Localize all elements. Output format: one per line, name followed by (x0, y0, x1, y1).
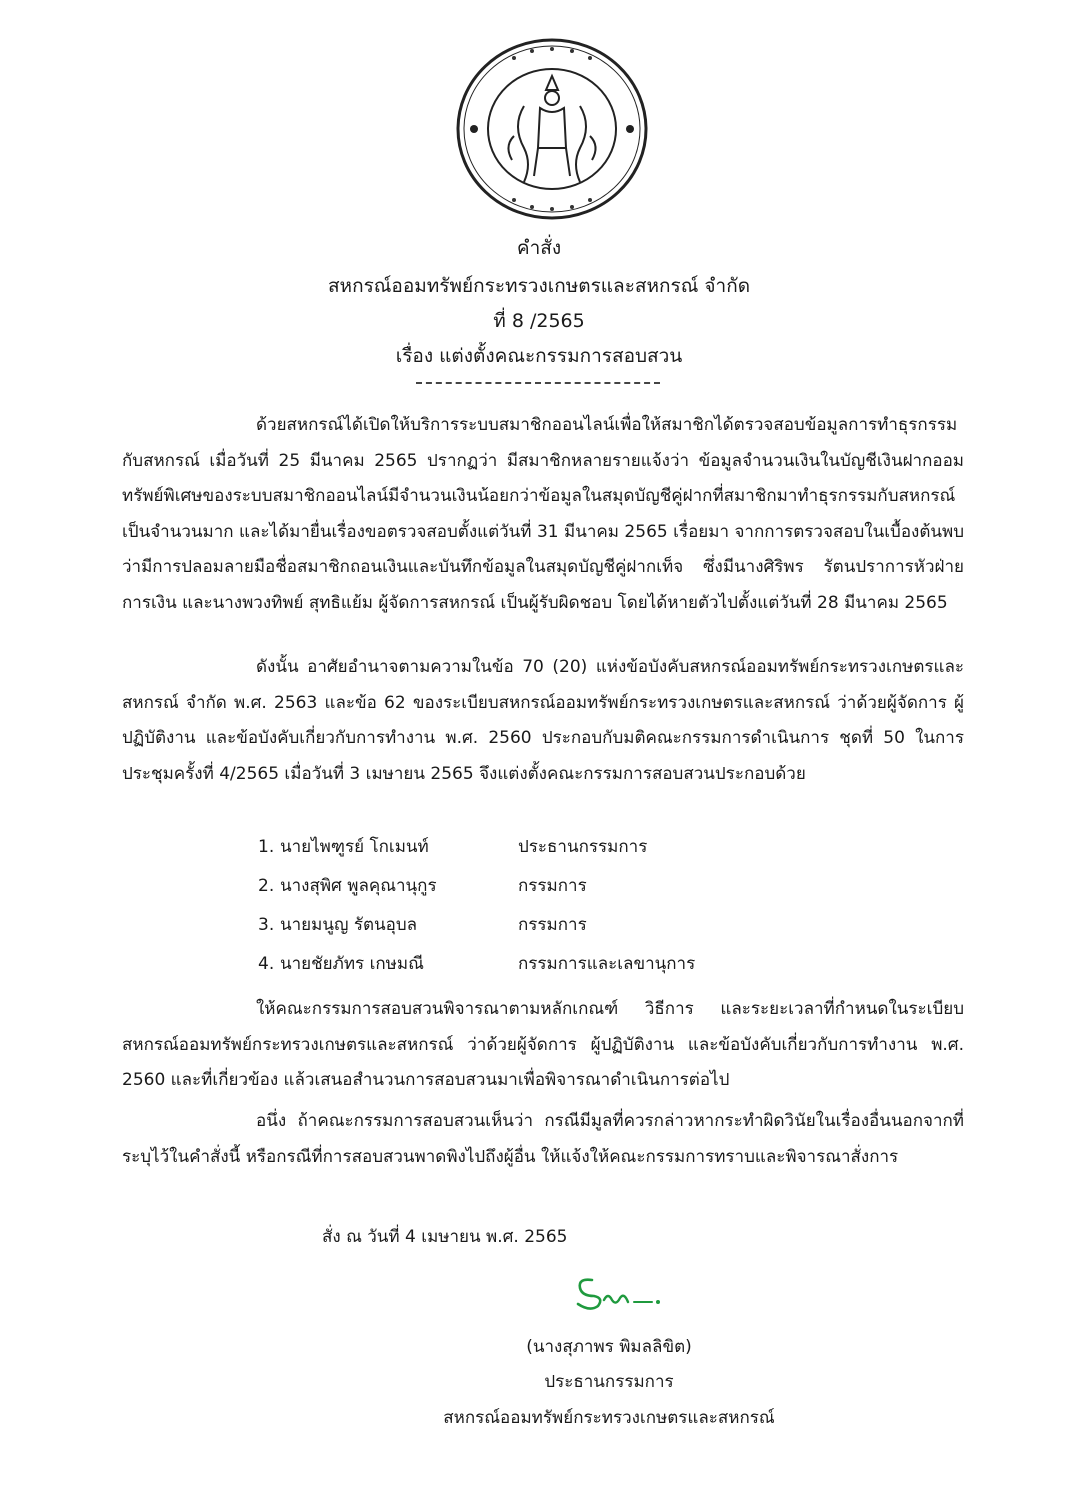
committee-member-list (258, 828, 818, 984)
body-paragraph-2: ดังนั้น อาศัยอำนาจตามความในข้อ 70 (20) แห่งข้อบังคับสหกรณ์ออมทรัพย์กระทรวงเกษตรและสหกรณ์ จำกัด พ.ศ. 2563 และข้อ 62 ของระเบียบสหกรณ์ออมทรัพย์กระทรวงเกษตรและสหกรณ์ ว่าด้วยผู้จัดการ ผู้ปฏิบัติงาน และข้อบังคับเกี่ยวกับการทำงาน พ.ศ. 2560 ประกอบกับมติคณะกรรมการดำเนินการ ชุดที่ 50 ในการประชุมครั้งที่ 4/2565 เมื่อวันที่ 3 เมษายน 2565 จึงแต่งตั้งคณะกรรมการสอบสวนประกอบด้วย (122, 657, 964, 784)
header-divider (416, 382, 660, 384)
order-subject: เรื่อง แต่งตั้งคณะกรรมการสอบสวน (395, 345, 683, 367)
signer-name: (นางสุภาพร พิมลลิขิต) (526, 1337, 692, 1357)
member-role: ประธานกรรมการ (518, 837, 648, 857)
member-number: 2. (258, 876, 275, 896)
list-item (258, 867, 818, 906)
signer-organization: สหกรณ์ออมทรัพย์กระทรวงเกษตรและสหกรณ์ (443, 1408, 775, 1428)
order-number: ที่ 8 /2565 (493, 310, 585, 332)
body-paragraph-3: ให้คณะกรรมการสอบสวนพิจารณาตามหลักเกณฑ์ วิธีการ และระยะเวลาที่กำหนดในระเบียบสหกรณ์ออมทรัพย์กระทรวงเกษตรและสหกรณ์ ว่าด้วยผู้จัดการ ผู้ปฏิบัติงาน และข้อบังคับเกี่ยวกับการทำงาน พ.ศ. 2560 และที่เกี่ยวข้อง แล้วเสนอสำนวนการสอบสวนมาเพื่อพิจารณาดำเนินการต่อไป (122, 999, 964, 1090)
member-name: นายชัยภัทร เกษมณี (280, 954, 424, 974)
signature-icon (570, 1270, 666, 1316)
member-number: 3. (258, 915, 275, 935)
signer-title: ประธานกรรมการ (544, 1372, 674, 1392)
member-number: 4. (258, 954, 275, 974)
member-role: กรรมการและเลขานุการ (518, 954, 696, 974)
member-role: กรรมการ (518, 915, 587, 935)
member-name: นายไพฑูรย์ โกเมนท์ (280, 837, 429, 857)
body-paragraph-1: ด้วยสหกรณ์ได้เปิดให้บริการระบบสมาชิกออนไลน์เพื่อให้สมาชิกได้ตรวจสอบข้อมูลการทำธุรกรรมกับสหกรณ์ เมื่อวันที่ 25 มีนาคม 2565 ปรากฏว่า มีสมาชิกหลายรายแจ้งว่า ข้อมูลจำนวนเงินในบัญชีเงินฝากออมทรัพย์พิเศษของระบบสมาชิกออนไลน์มีจำนวนเงินน้อยกว่าข้อมูลในสมุดบัญชีคู่ฝากที่สมาชิกมาทำธุรกรรมกับสหกรณ์เป็นจำนวนมาก และได้มายื่นเรื่องขอตรวจสอบตั้งแต่วันที่ 31 มีนาคม 2565 เรื่อยมา จากการตรวจสอบในเบื้องต้นพบว่ามีการปลอมลายมือชื่อสมาชิกถอนเงินและบันทึกข้อมูลในสมุดบัญชีคู่ฝากเท็จ ซึ่งมีนางศิริพร รัตนปราการหัวฝ่ายการเงิน และนางพวงทิพย์ สุทธิแย้ม ผู้จัดการสหกรณ์ เป็นผู้รับผิดชอบ โดยได้หายตัวไปตั้งแต่วันที่ 28 มีนาคม 2565 (122, 415, 964, 613)
order-date: สั่ง ณ วันที่ 4 เมษายน พ.ศ. 2565 (322, 1227, 568, 1247)
cooperative-seal-icon (454, 36, 650, 222)
member-number: 1. (258, 837, 275, 857)
list-item (258, 945, 818, 984)
member-role: กรรมการ (518, 876, 587, 896)
member-name: นางสุพิศ พูลคุณานุกูร (280, 876, 437, 896)
organization-name: สหกรณ์ออมทรัพย์กระทรวงเกษตรและสหกรณ์ จำกัด (327, 275, 751, 297)
list-item (258, 828, 818, 867)
member-name: นายมนูญ รัตนอุบล (280, 915, 418, 935)
body-paragraph-4: อนึ่ง ถ้าคณะกรรมการสอบสวนเห็นว่า กรณีมีมูลที่ควรกล่าวหากระทำผิดวินัยในเรื่องอื่นนอกจากที่ระบุไว้ในคำสั่งนี้ หรือกรณีที่การสอบสวนพาดพิงไปถึงผู้อื่น ให้แจ้งให้คณะกรรมการทราบและพิจารณาสั่งการ (122, 1111, 964, 1167)
document-title: คำสั่ง (516, 237, 562, 259)
list-item (258, 906, 818, 945)
